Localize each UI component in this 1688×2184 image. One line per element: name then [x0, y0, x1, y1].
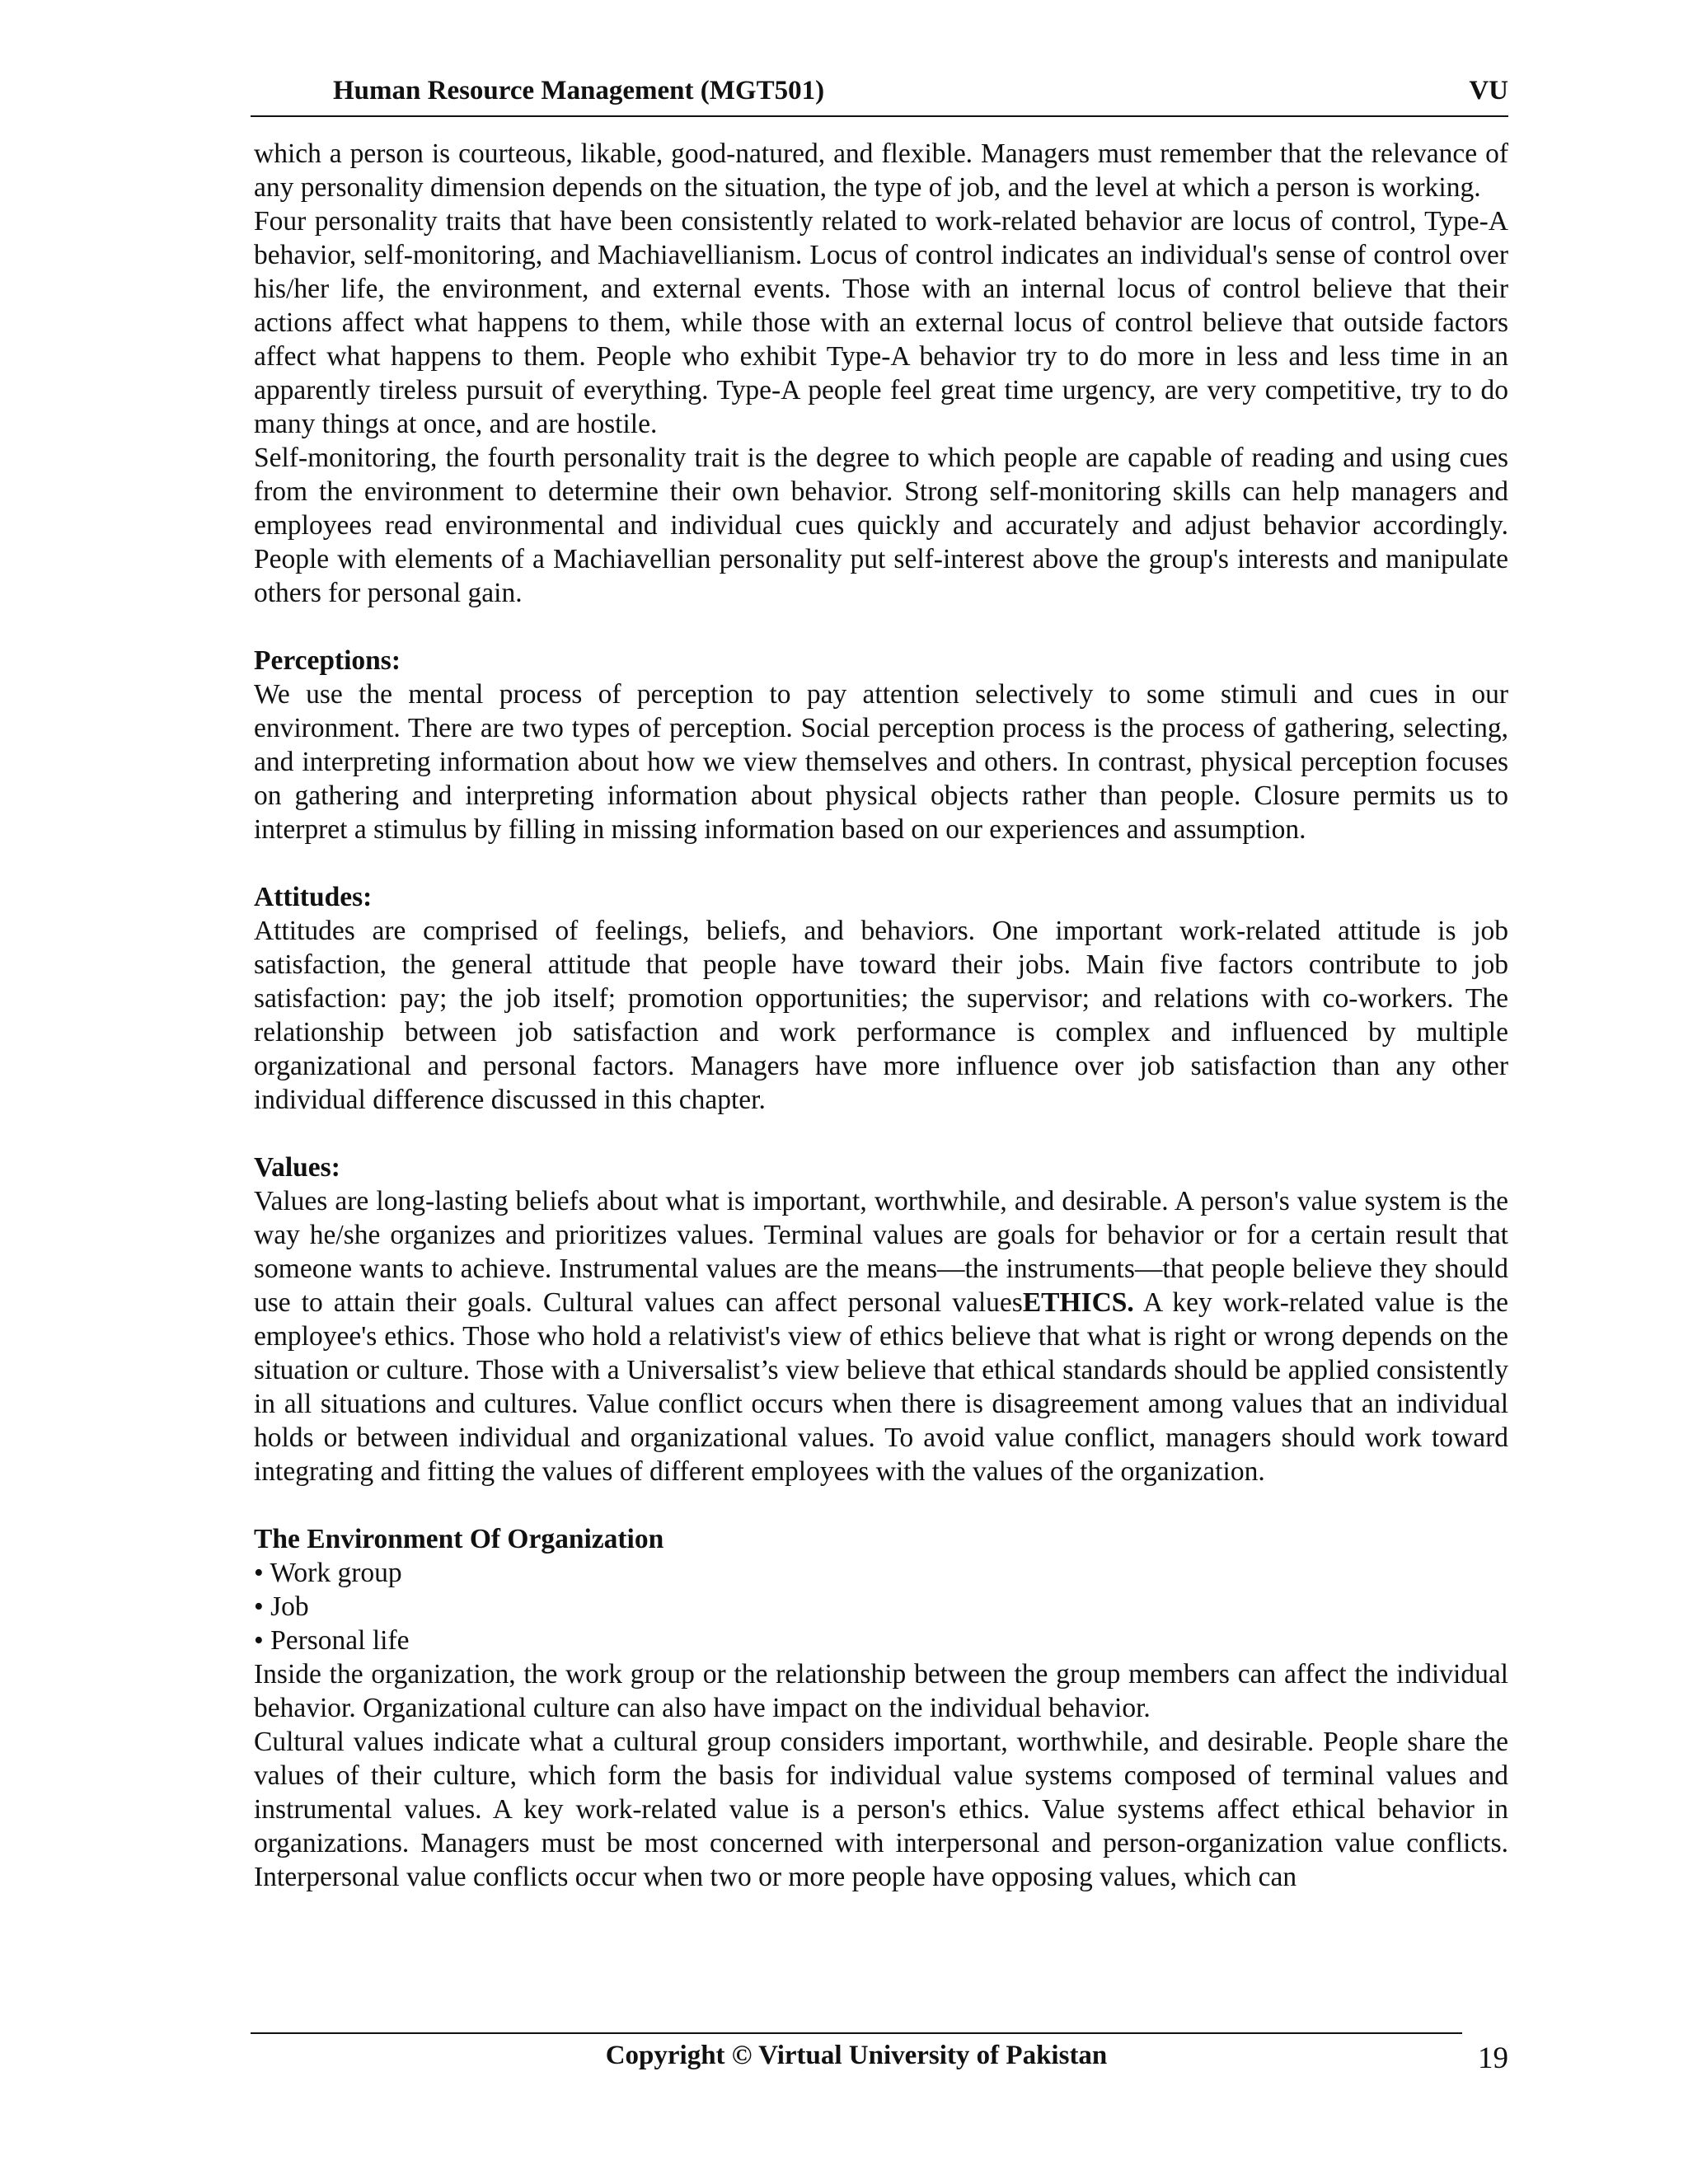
section-heading-values: Values:: [254, 1152, 340, 1183]
list-item: • Work group: [254, 1558, 402, 1588]
document-body: [254, 137, 1508, 1894]
footer-divider: [251, 2032, 1462, 2034]
copyright-notice: Copyright © Virtual University of Pakistan: [605, 2041, 1108, 2070]
paragraph: Self-monitoring, the fourth personality trait is the degree to which people are capable of reading and using cues from the environment to determine their own behavior. Strong self-monitoring skills can help managers and employees read environmental and individual cues quickly and accurately and adjust behavior accordingly. People with elements of a Machiavellian personality put self-interest above the group's interests and manipulate others for personal gain.: [254, 443, 1508, 608]
ethics-label: ETHICS.: [1022, 1287, 1134, 1318]
institution-label: VU: [1469, 76, 1508, 105]
header-divider: [251, 115, 1508, 117]
paragraph: Attitudes are comprised of feelings, beliefs, and behaviors. One important work-related attitude is job satisfaction, the general attitude that people have toward their jobs. Main five factors contribute to job satisfaction: pay; the job itself; promotion opportunities; the supervisor; and relations with co-workers. The relationship between job satisfaction and work performance is complex and influenced by multiple organizational and personal factors. Managers have more influence over job satisfaction than any other individual difference discussed in this chapter.: [254, 916, 1508, 1115]
paragraph: which a person is courteous, likable, good-natured, and flexible. Managers must remember that the relevance of any personality dimension depends on the situation, the type of job, and the level at which a person is working.: [254, 138, 1508, 203]
paragraph: Four personality traits that have been consistently related to work-related behavior are locus of control, Type-A behavior, self-monitoring, and Machiavellianism. Locus of control indicates an individual's sense of control over his/her life, the environment, and external events. Those with an internal locus of control believe that their actions affect what happens to them, while those with an external locus of control believe that outside factors affect what happens to them. People who exhibit Type-A behavior try to do more in less and less time in an apparently tireless pursuit of everything. Type-A people feel great time urgency, are very competitive, try to do many things at once, and are hostile.: [254, 206, 1508, 439]
list-item: • Personal life: [254, 1625, 410, 1656]
paragraph: We use the mental process of perception to pay attention selectively to some stimuli and cues in our environment. There are two types of perception. Social perception process is the process of gathering, selecting, and interpreting information about how we view themselves and others. In contrast, physical perception focuses on gathering and interpreting information about physical objects rather than people. Closure permits us to interpret a stimulus by filling in missing information based on our experiences and assumption.: [254, 679, 1508, 845]
text-run: A key work-related value is the employee's ethics. Those who hold a relativist's view of ethics believe that what is right or wrong depends on the situation or culture. Those with a Universalist’s view believe that ethical standards should be applied consistently in all situations and cultures. Value conflict occurs when there is disagreement among values that an individual holds or between individual and organizational values. To avoid value conflict, managers should work toward integrating and fitting the values of different employees with the values of the organization.: [254, 1287, 1509, 1487]
section-heading-environment: The Environment Of Organization: [254, 1524, 664, 1554]
paragraph: [254, 1184, 1508, 1488]
section-heading-attitudes: Attitudes:: [254, 882, 373, 912]
paragraph: Inside the organization, the work group or the relationship between the group members can affect the individual behavior. Organizational culture can also have impact on the individual behavior.: [254, 1659, 1508, 1723]
course-title: Human Resource Management (MGT501): [333, 76, 825, 105]
list-item: • Job: [254, 1591, 309, 1622]
section-heading-perceptions: Perceptions:: [254, 645, 401, 676]
page-footer: [251, 2041, 1508, 2082]
paragraph: Cultural values indicate what a cultural group considers important, worthwhile, and desirable. People share the values of their culture, which form the basis for individual value systems composed of terminal values and instrumental values. A key work-related value is a person's ethics. Value systems affect ethical behavior in organizations. Managers must be most concerned with interpersonal and person-organization value conflicts. Interpersonal value conflicts occur when two or more people have opposing values, which can: [254, 1727, 1508, 1892]
text-run: Values are long-lasting beliefs about what is important, worthwhile, and desirable. A person's value system is the way he/she organizes and prioritizes values. Terminal values are goals for behavior or for a certain result that someone wants to achieve. Instrumental values are the means—the instruments—that people believe they should use to attain their goals. Cultural values can affect personal values: [254, 1186, 1508, 1318]
page-number: 19: [1478, 2041, 1508, 2075]
page-header: [251, 76, 1508, 117]
